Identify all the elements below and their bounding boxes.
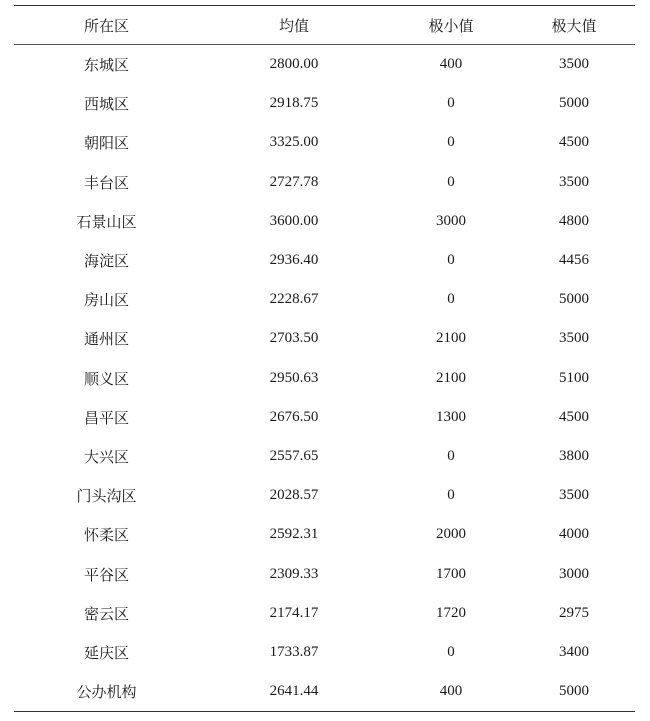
cell-district: 海淀区	[83, 252, 129, 271]
cell-district: 大兴区	[83, 447, 129, 466]
district-statistics-table	[14, 5, 635, 712]
header-max: 极大值	[551, 16, 597, 35]
cell-mean: 3325.00	[269, 134, 319, 151]
cell-min: 0	[447, 134, 455, 151]
cell-min: 0	[447, 643, 455, 660]
cell-mean: 2727.78	[269, 173, 319, 190]
table-row	[14, 476, 635, 515]
cell-district: 公办机构	[76, 683, 137, 702]
table-row	[14, 554, 635, 593]
cell-max: 3500	[559, 330, 589, 347]
cell-min: 400	[439, 56, 463, 73]
table-body	[14, 45, 635, 712]
cell-mean: 3600.00	[269, 212, 319, 229]
cell-min: 400	[439, 683, 463, 700]
header-district: 所在区	[83, 16, 129, 35]
cell-min: 1700	[436, 565, 466, 582]
cell-min: 2000	[436, 526, 466, 543]
table-row	[14, 241, 635, 280]
cell-max: 4500	[559, 134, 589, 151]
cell-district: 昌平区	[83, 408, 129, 427]
table-row	[14, 280, 635, 319]
cell-min: 0	[447, 487, 455, 504]
cell-district: 平谷区	[83, 565, 129, 584]
cell-district: 朝阳区	[83, 134, 129, 153]
cell-district: 延庆区	[83, 643, 129, 662]
table-row	[14, 398, 635, 437]
cell-mean: 2950.63	[269, 369, 319, 386]
statistics-table-container	[14, 5, 635, 712]
cell-mean: 2228.67	[269, 291, 319, 308]
table-row	[14, 84, 635, 123]
cell-district: 顺义区	[83, 369, 129, 388]
table-row	[14, 45, 635, 85]
cell-mean: 2918.75	[269, 95, 319, 112]
table-row	[14, 594, 635, 633]
cell-max: 3000	[559, 565, 589, 582]
cell-mean: 2676.50	[269, 408, 319, 425]
header-mean: 均值	[278, 16, 309, 35]
table-row	[14, 672, 635, 712]
cell-mean: 1733.87	[269, 643, 319, 660]
cell-district: 通州区	[83, 330, 129, 349]
cell-min: 0	[447, 95, 455, 112]
cell-min: 2100	[436, 330, 466, 347]
cell-min: 1720	[436, 604, 466, 621]
cell-min: 1300	[436, 408, 466, 425]
cell-min: 0	[447, 173, 455, 190]
cell-mean: 2309.33	[269, 565, 319, 582]
cell-max: 5000	[559, 683, 589, 700]
table-header	[14, 6, 635, 45]
cell-district: 怀柔区	[83, 526, 129, 545]
cell-min: 0	[447, 447, 455, 464]
cell-max: 3400	[559, 643, 589, 660]
cell-mean: 2641.44	[269, 683, 319, 700]
cell-max: 4500	[559, 408, 589, 425]
cell-district: 石景山区	[76, 212, 137, 231]
cell-mean: 2592.31	[269, 526, 319, 543]
cell-max: 3800	[559, 447, 589, 464]
cell-mean: 2936.40	[269, 252, 319, 269]
table-row	[14, 202, 635, 241]
cell-district: 密云区	[83, 604, 129, 623]
header-min: 极小值	[428, 16, 474, 35]
cell-district: 东城区	[83, 56, 129, 75]
table-row	[14, 123, 635, 162]
cell-max: 3500	[559, 56, 589, 73]
cell-min: 0	[447, 252, 455, 269]
cell-mean: 2174.17	[269, 604, 319, 621]
cell-max: 4800	[559, 212, 589, 229]
cell-min: 0	[447, 291, 455, 308]
header-row	[14, 6, 635, 45]
cell-district: 丰台区	[83, 173, 129, 192]
table-row	[14, 359, 635, 398]
cell-mean: 2703.50	[269, 330, 319, 347]
cell-mean: 2028.57	[269, 487, 319, 504]
cell-max: 3500	[559, 173, 589, 190]
cell-district: 西城区	[83, 95, 129, 114]
cell-max: 5000	[559, 291, 589, 308]
cell-mean: 2557.65	[269, 447, 319, 464]
cell-max: 4456	[559, 252, 589, 269]
table-row	[14, 515, 635, 554]
table-row	[14, 163, 635, 202]
cell-min: 3000	[436, 212, 466, 229]
cell-district: 门头沟区	[76, 487, 137, 506]
cell-max: 4000	[559, 526, 589, 543]
table-row	[14, 437, 635, 476]
cell-mean: 2800.00	[269, 56, 319, 73]
table-row	[14, 633, 635, 672]
cell-district: 房山区	[83, 291, 129, 310]
cell-max: 2975	[559, 604, 589, 621]
cell-min: 2100	[436, 369, 466, 386]
cell-max: 5100	[559, 369, 589, 386]
cell-max: 5000	[559, 95, 589, 112]
cell-max: 3500	[559, 487, 589, 504]
table-row	[14, 319, 635, 358]
